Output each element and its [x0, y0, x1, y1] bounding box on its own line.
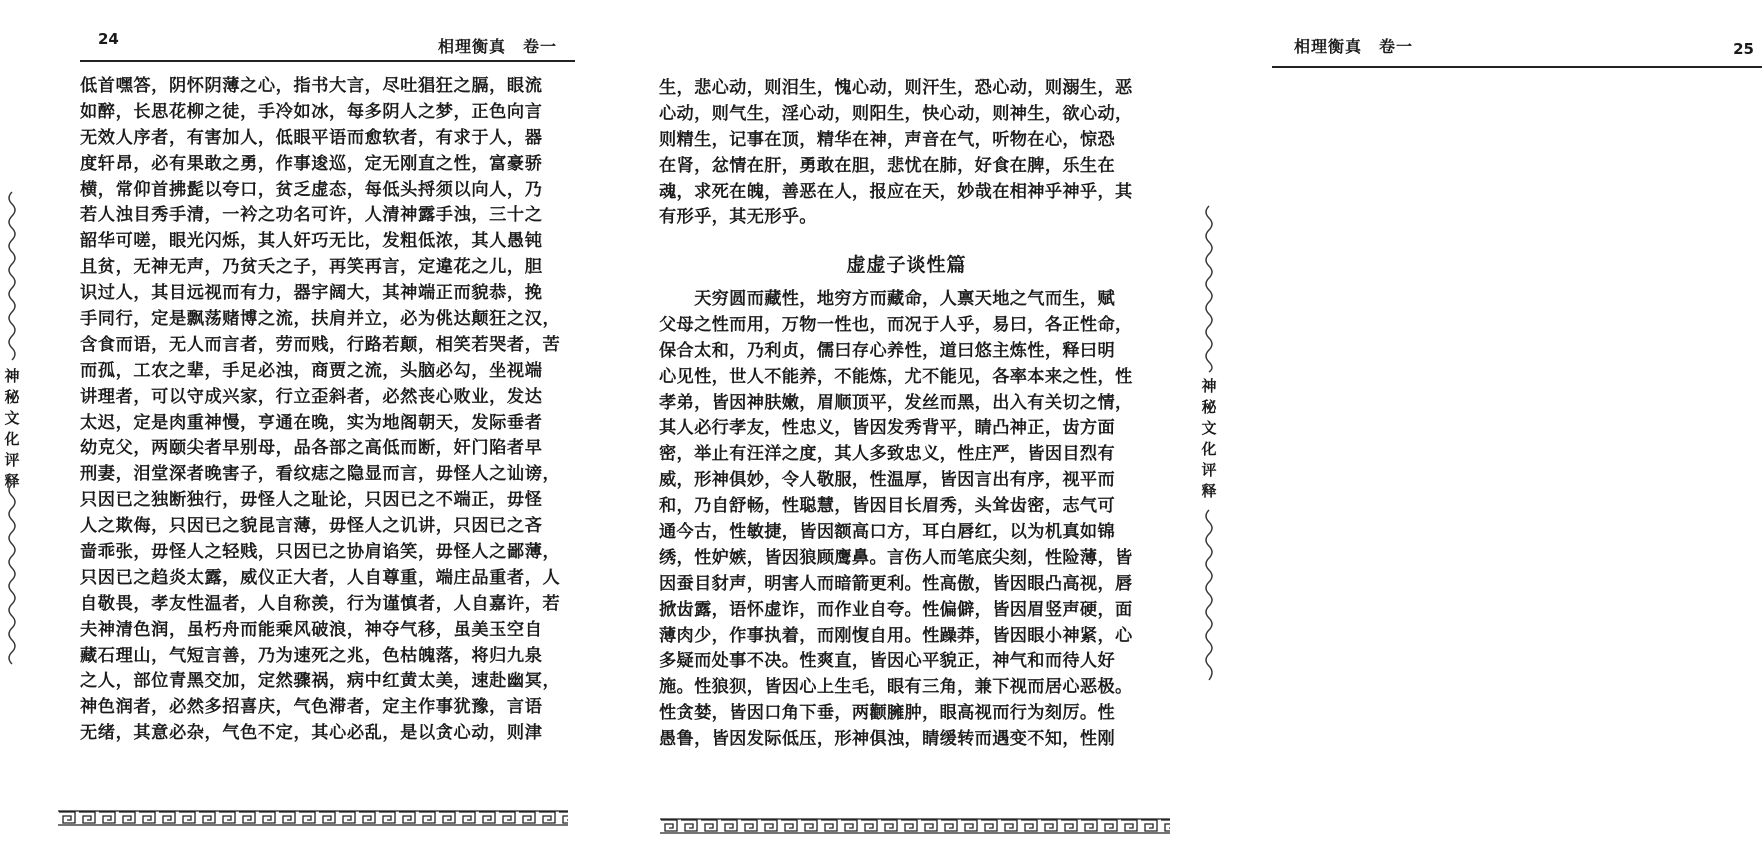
right-page-body-top [659, 76, 1154, 231]
text-line: 和，乃自舒畅，性聪慧，皆因目长眉秀，头耸齿密，志气可 [659, 496, 1115, 517]
text-line: 含食而语，无人而言者，劳而贱，行路若颠，相笑若哭者，苦 [80, 334, 561, 355]
text-line: 生，悲心动，则泪生，愧心动，则汗生，恐心动，则溺生，恶 [659, 78, 1133, 98]
text-line: 度轩昂，必有果敢之勇，作事逡巡，定无刚直之性，富豪骄 [80, 153, 543, 174]
text-line: 孝弟，皆因神肤嫩，眉顺顶平，发丝而黑，出入有关切之情， [659, 392, 1133, 413]
text-line: 愚鲁，皆因发际低压，形神俱浊，睛缓转而遇变不知，性刚 [659, 729, 1115, 750]
text-line: 讲理者，可以守成兴家，行立歪斜者，必然丧心败业，发达 [80, 386, 543, 407]
left-running-title: 相理衡真 卷一 [437, 37, 557, 56]
text-line: 夫神清色润，虽朽舟而能乘风破浪，神夺气移，虽美玉空自 [80, 619, 543, 640]
right-margin-series-label: 神秘文化评释 [1201, 377, 1217, 500]
text-line: 心见性，世人不能养，不能炼，尤不能见，各率本来之性，性 [659, 366, 1133, 387]
right-page-body-section [659, 287, 1154, 753]
section-title: 虚虚子谈性篇 [846, 254, 967, 276]
text-line: 而孤，工农之辈，手足必浊，商贾之流，头脑必勾，坐视端 [80, 360, 543, 381]
text-line: 太迟，定是肉重神慢，亨通在晚，实为地阁朝天，发际垂者 [80, 412, 543, 433]
text-line: 手同行，定是飘荡赌博之流，扶肩并立，必为佻达颠狂之汉， [80, 309, 561, 330]
left-page [0, 0, 614, 850]
text-line: 则精生，记事在顶，精华在神，声音在气，听物在心，惊恐 [659, 129, 1115, 150]
text-line: 性贪婪，皆因口角下垂，两颧臃肿，眼高视而行为刻厉。性 [659, 703, 1115, 724]
right-margin-wave-top-ornament [1199, 206, 1219, 372]
text-line: 神色润者，必然多招喜庆，气色滞者，定主作事犹豫，言语 [80, 697, 543, 718]
text-line: 识过人，其目远视而有力，器宇阔大，其神端正而貌恭，挽 [80, 283, 543, 304]
text-line: 刑妻，泪堂深者晚害子，看纹痣之隐显而言，毋怪人之讪谤， [80, 464, 561, 485]
right-page-number: 25 [1733, 40, 1754, 58]
text-line: 施。性狼狈，皆因心上生毛，眼有三角，兼下视而居心恶极。 [659, 677, 1133, 698]
text-line: 心动，则气生，淫心动，则阳生，快心动，则神生，欲心动， [659, 103, 1133, 124]
text-line: 只因已之独断独行，毋怪人之耻论，只因已之不端正，毋怪 [80, 490, 543, 511]
text-line: 因蚕目豺声，明害人而暗箭更利。性高傲，皆因眼凸高视，唇 [659, 573, 1133, 594]
text-line: 多疑而处事不决。性爽直，皆因心平貌正，神气和而待人好 [659, 651, 1115, 672]
left-header-rule [80, 60, 575, 62]
text-line: 薄肉少，作事执着，而刚愎自用。性躁莽，皆因眼小神紧，心 [659, 625, 1133, 646]
text-line: 绣，性妒嫉，皆因狼顾鹰鼻。言伤人而笔底尖刻，性险薄，皆 [659, 547, 1133, 568]
text-line: 有形乎，其无形乎。 [659, 207, 817, 228]
text-line: 低首嘿答，阴怀阴薄之心，指书大言，尽吐猖狂之膈，眼流 [80, 76, 543, 96]
text-line: 保合太和，乃利贞，儒曰存心养性，道曰悠主炼性，释曰明 [659, 340, 1115, 361]
text-line: 横，常仰首拂髭以夸口，贫乏虚态，每低头捋须以向人，乃 [80, 179, 543, 200]
text-line: 密，举止有汪洋之度，其人多致忠义，性庄严，皆因目烈有 [659, 444, 1115, 465]
text-line: 无绪，其意必杂，气色不定，其心必乱，是以贪心动，则津 [80, 723, 543, 744]
text-line: 威，形神俱妙，令人敬服，性温厚，皆因言出有序，视平而 [659, 470, 1115, 491]
text-line: 之人，部位青黑交加，定然骤祸，病中红黄太美，速赴幽冥， [80, 671, 561, 692]
left-page-number: 24 [98, 30, 119, 48]
text-line: 啬乖张，毋怪人之轻贱，只因已之协肩谄笑，毋怪人之鄙薄， [80, 542, 561, 563]
text-line: 无效人序者，有害加人，低眼平语而愈软者，有求于人，器 [80, 127, 543, 148]
right-running-title: 相理衡真 卷一 [1294, 37, 1414, 56]
text-line: 幼克父，两颐尖者早别母，品各部之高低而断，奸门陷者早 [80, 438, 543, 459]
text-line: 通今古，性敏捷，皆因额高口方，耳白唇红，以为机真如锦 [659, 522, 1115, 543]
text-line: 只因已之趋炎太露，威仪正大者，人自尊重，端庄品重者，人 [80, 567, 561, 588]
text-line: 若人浊目秀手清，一衿之功名可许，人清神露手浊，三十之 [80, 205, 543, 226]
text-line: 如醉，长思花柳之徒，手冷如冰，每多阴人之梦，正色向言 [80, 101, 543, 122]
right-header-rule [1272, 66, 1762, 68]
right-page-header [1272, 28, 1762, 62]
text-line: 且贫，无神无声，乃贫夭之子，再笑再言，定違花之儿，胆 [80, 257, 543, 278]
right-footer-ornament-border [660, 818, 1170, 834]
text-line: 父母之性而用，万物一性也，而况于人乎，易曰，各正性命， [659, 314, 1133, 335]
text-line: 魂，求死在魄，善恶在人，报应在天，妙哉在相神乎神乎，其 [659, 181, 1133, 202]
left-page-body [80, 74, 580, 747]
text-line: 韶华可嗟，眼光闪烁，其人奸巧无比，发粗低浓，其人愚钝 [80, 231, 543, 252]
text-line: 掀齿露，语怀虚诈，而作业自夸。性偏僻，皆因眉竖声硬，面 [659, 599, 1133, 620]
left-page-header [80, 24, 575, 58]
right-margin-wave-bottom-ornament [1199, 510, 1219, 680]
text-line: 藏石理山，气短言善，乃为速死之兆，色枯魄落，将归九泉 [80, 645, 543, 666]
text-line: 其人必行孝友，性忠义，皆因发秀背平，睛凸神正，齿方面 [659, 418, 1115, 439]
left-footer-ornament-border [58, 810, 568, 826]
left-margin-wave-top-ornament [2, 192, 22, 360]
text-line: 天穷圆而藏性，地穷方而藏命，人禀天地之气而生，赋 [659, 289, 1115, 309]
text-line: 自敬畏，孝友性温者，人自称羡，行为谨慎者，人自嘉许，若 [80, 593, 561, 614]
left-margin-wave-bottom-ornament [2, 484, 22, 664]
left-margin-series-label: 神秘文化评释 [4, 367, 20, 490]
text-line: 人之欺侮，只因已之貌昆言薄，毋怪人之讥讲，只因已之吝 [80, 516, 543, 537]
text-line: 在肾，忿情在肝，勇敢在胆，悲忧在肺，好食在脾，乐生在 [659, 155, 1115, 176]
